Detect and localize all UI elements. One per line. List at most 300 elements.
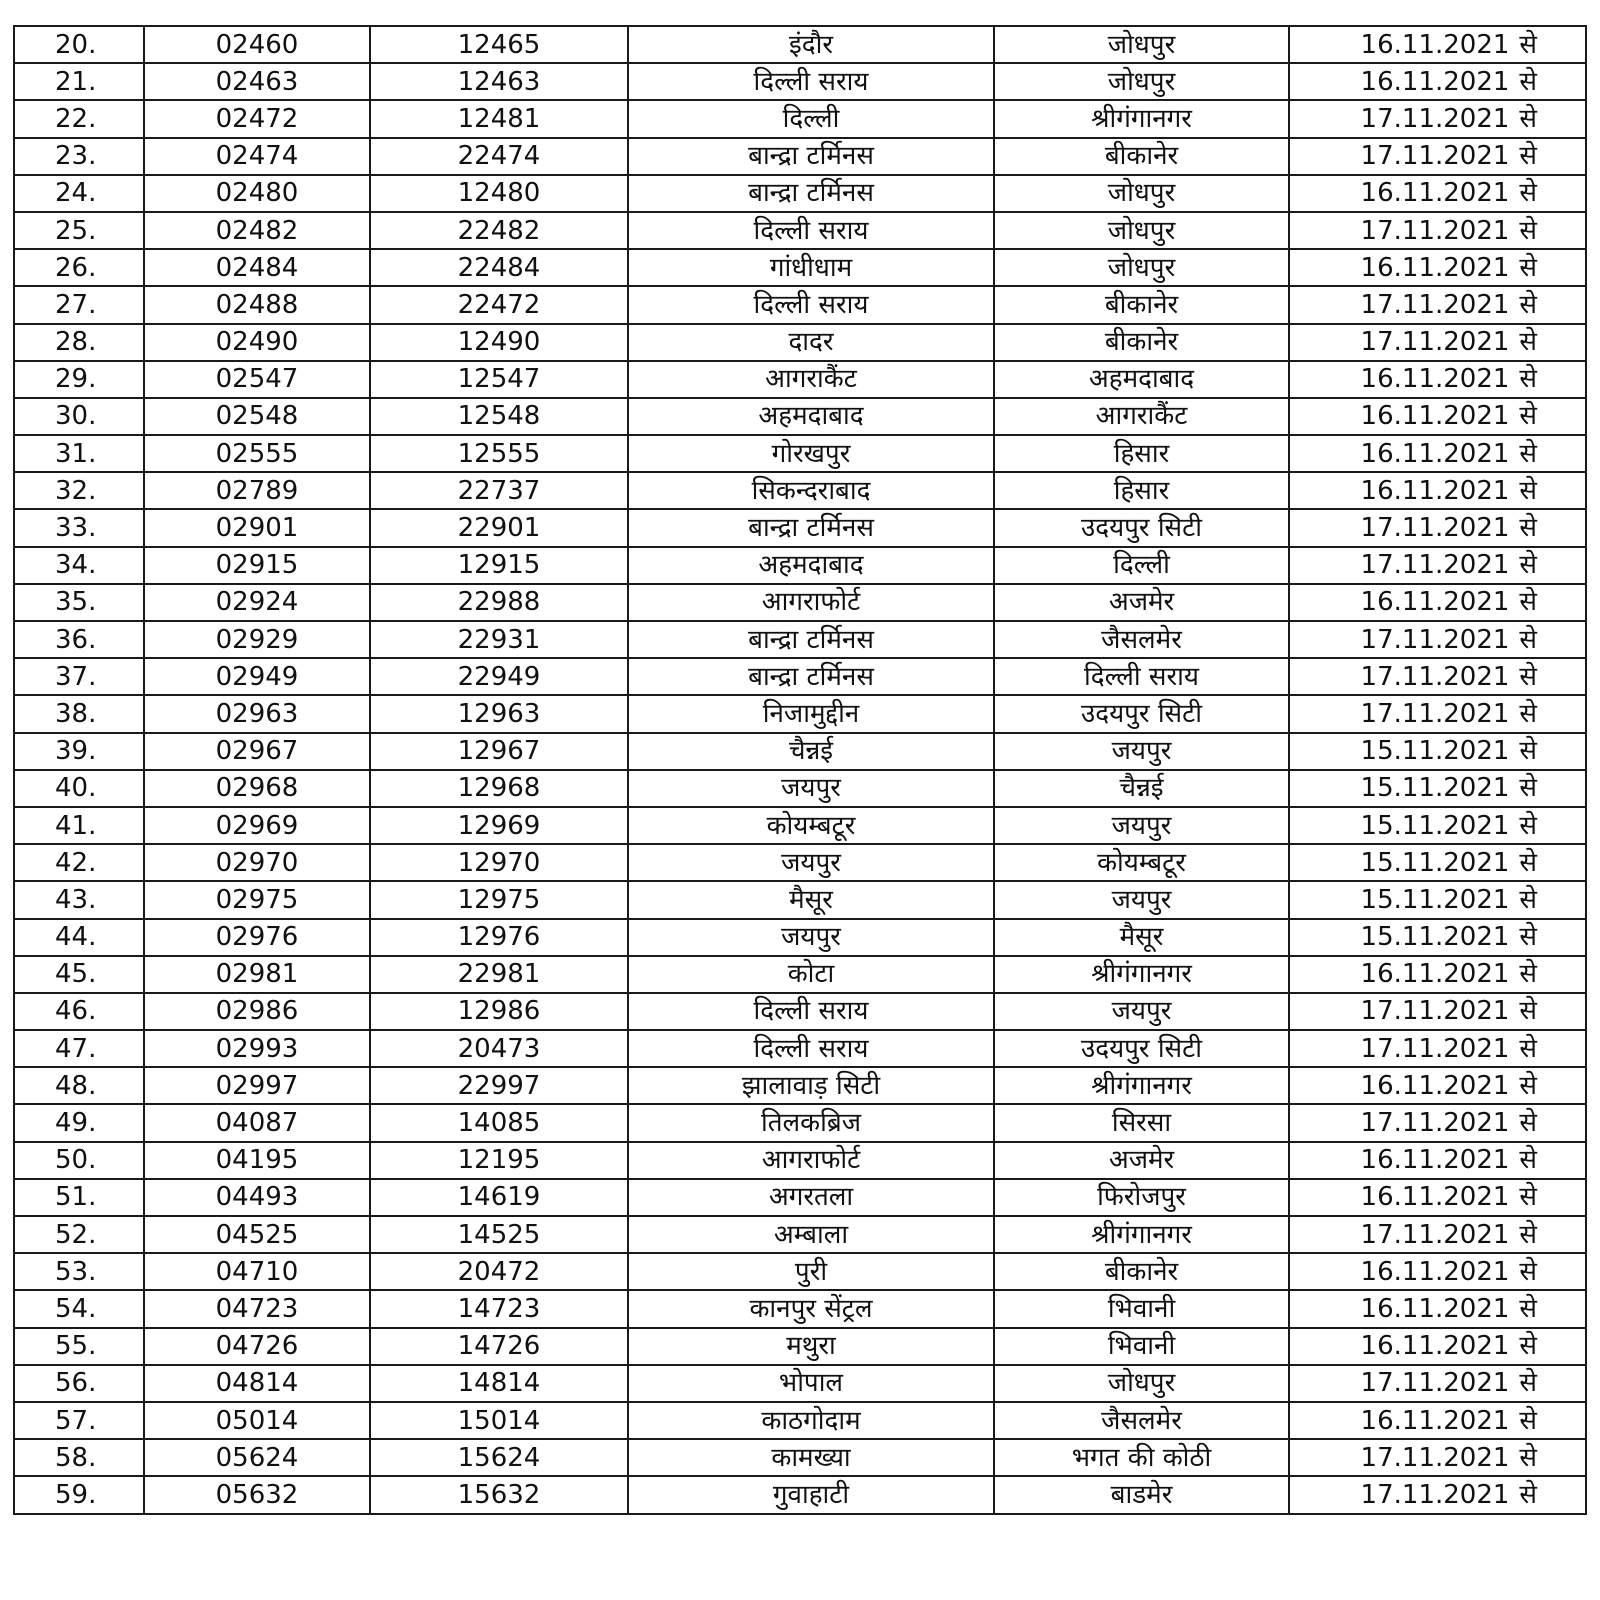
new-train-number-cell: 22484 xyxy=(370,249,628,286)
table-row xyxy=(14,1402,1586,1439)
serial-number-cell: 24. xyxy=(14,175,144,212)
new-train-number-cell: 15632 xyxy=(370,1476,628,1513)
origin-station-cell: इंदौर xyxy=(628,26,994,63)
effective-date-cell xyxy=(1289,881,1586,918)
new-train-number-cell: 12195 xyxy=(370,1142,628,1179)
origin-station-cell: अहमदाबाद xyxy=(628,398,994,435)
serial-number-cell: 53. xyxy=(14,1253,144,1290)
old-train-number-cell: 02976 xyxy=(144,919,370,956)
train-schedule-table xyxy=(13,25,1587,1515)
table-row xyxy=(14,1290,1586,1327)
effective-date: 15.11.2021 xyxy=(1360,884,1510,915)
effective-date: 15.11.2021 xyxy=(1360,810,1510,841)
destination-station-cell: उदयपुर सिटी xyxy=(994,1030,1289,1067)
old-train-number-cell: 02488 xyxy=(144,286,370,323)
destination-station-cell: जयपुर xyxy=(994,881,1289,918)
origin-station-cell: गोरखपुर xyxy=(628,435,994,472)
origin-station-cell: अम्बाला xyxy=(628,1216,994,1253)
effective-date: 16.11.2021 xyxy=(1360,178,1510,209)
old-train-number-cell: 02463 xyxy=(144,63,370,100)
serial-number-cell: 25. xyxy=(14,212,144,249)
destination-station-cell: कोयम्बटूर xyxy=(994,844,1289,881)
destination-station-cell: जयपुर xyxy=(994,733,1289,770)
old-train-number-cell: 04710 xyxy=(144,1253,370,1290)
origin-station-cell: आगराकैंट xyxy=(628,361,994,398)
origin-station-cell: दिल्ली सराय xyxy=(628,212,994,249)
new-train-number-cell: 22482 xyxy=(370,212,628,249)
destination-station-cell: मैसूर xyxy=(994,919,1289,956)
table-row xyxy=(14,1253,1586,1290)
effective-date: 17.11.2021 xyxy=(1360,1368,1510,1399)
table-row xyxy=(14,1030,1586,1067)
effective-date-cell xyxy=(1289,100,1586,137)
origin-station-cell: काठगोदाम xyxy=(628,1402,994,1439)
date-suffix: से xyxy=(1519,1033,1537,1064)
effective-date-cell xyxy=(1289,1179,1586,1216)
new-train-number-cell: 12463 xyxy=(370,63,628,100)
old-train-number-cell: 02548 xyxy=(144,398,370,435)
effective-date-cell xyxy=(1289,249,1586,286)
effective-date-cell xyxy=(1289,993,1586,1030)
serial-number-cell: 39. xyxy=(14,733,144,770)
effective-date: 17.11.2021 xyxy=(1360,996,1510,1027)
table-row xyxy=(14,547,1586,584)
old-train-number-cell: 02997 xyxy=(144,1067,370,1104)
date-suffix: से xyxy=(1519,736,1537,767)
serial-number-cell: 46. xyxy=(14,993,144,1030)
table-row xyxy=(14,212,1586,249)
date-suffix: से xyxy=(1519,178,1537,209)
new-train-number-cell: 14726 xyxy=(370,1328,628,1365)
origin-station-cell: कानपुर सेंट्रल xyxy=(628,1290,994,1327)
old-train-number-cell: 02789 xyxy=(144,472,370,509)
serial-number-cell: 58. xyxy=(14,1439,144,1476)
old-train-number-cell: 04087 xyxy=(144,1104,370,1141)
origin-station-cell: पुरी xyxy=(628,1253,994,1290)
old-train-number-cell: 02482 xyxy=(144,212,370,249)
table-row xyxy=(14,1476,1586,1513)
effective-date: 16.11.2021 xyxy=(1360,401,1510,432)
effective-date: 16.11.2021 xyxy=(1360,1070,1510,1101)
old-train-number-cell: 02970 xyxy=(144,844,370,881)
serial-number-cell: 48. xyxy=(14,1067,144,1104)
date-suffix: से xyxy=(1519,624,1537,655)
old-train-number-cell: 02555 xyxy=(144,435,370,472)
date-suffix: से xyxy=(1519,1256,1537,1287)
old-train-number-cell: 05624 xyxy=(144,1439,370,1476)
effective-date-cell xyxy=(1289,1067,1586,1104)
origin-station-cell: जयपुर xyxy=(628,770,994,807)
serial-number-cell: 41. xyxy=(14,807,144,844)
origin-station-cell: झालावाड़ सिटी xyxy=(628,1067,994,1104)
old-train-number-cell: 02547 xyxy=(144,361,370,398)
serial-number-cell: 32. xyxy=(14,472,144,509)
date-suffix: से xyxy=(1519,475,1537,506)
effective-date-cell xyxy=(1289,1328,1586,1365)
new-train-number-cell: 12465 xyxy=(370,26,628,63)
origin-station-cell: कोयम्बटूर xyxy=(628,807,994,844)
destination-station-cell: जैसलमेर xyxy=(994,1402,1289,1439)
new-train-number-cell: 12547 xyxy=(370,361,628,398)
serial-number-cell: 57. xyxy=(14,1402,144,1439)
new-train-number-cell: 14085 xyxy=(370,1104,628,1141)
destination-station-cell: जोधपुर xyxy=(994,26,1289,63)
effective-date-cell xyxy=(1289,621,1586,658)
origin-station-cell: आगराफोर्ट xyxy=(628,584,994,621)
date-suffix: से xyxy=(1519,698,1537,729)
destination-station-cell: बीकानेर xyxy=(994,324,1289,361)
date-suffix: से xyxy=(1519,103,1537,134)
new-train-number-cell: 12963 xyxy=(370,695,628,732)
destination-station-cell: भगत की कोठी xyxy=(994,1439,1289,1476)
date-suffix: से xyxy=(1519,1070,1537,1101)
old-train-number-cell: 04726 xyxy=(144,1328,370,1365)
new-train-number-cell: 12967 xyxy=(370,733,628,770)
effective-date-cell xyxy=(1289,733,1586,770)
new-train-number-cell: 12968 xyxy=(370,770,628,807)
effective-date: 17.11.2021 xyxy=(1360,1108,1510,1139)
old-train-number-cell: 02480 xyxy=(144,175,370,212)
effective-date: 17.11.2021 xyxy=(1360,513,1510,544)
effective-date-cell xyxy=(1289,1402,1586,1439)
new-train-number-cell: 12976 xyxy=(370,919,628,956)
new-train-number-cell: 22737 xyxy=(370,472,628,509)
effective-date: 17.11.2021 xyxy=(1360,1219,1510,1250)
destination-station-cell: श्रीगंगानगर xyxy=(994,100,1289,137)
table-row xyxy=(14,138,1586,175)
effective-date: 15.11.2021 xyxy=(1360,847,1510,878)
date-suffix: से xyxy=(1519,252,1537,283)
origin-station-cell: अगरतला xyxy=(628,1179,994,1216)
destination-station-cell: हिसार xyxy=(994,435,1289,472)
old-train-number-cell: 02967 xyxy=(144,733,370,770)
date-suffix: से xyxy=(1519,1479,1537,1510)
destination-station-cell: अजमेर xyxy=(994,1142,1289,1179)
origin-station-cell: आगराफोर्ट xyxy=(628,1142,994,1179)
table-row xyxy=(14,1104,1586,1141)
new-train-number-cell: 14814 xyxy=(370,1365,628,1402)
old-train-number-cell: 02460 xyxy=(144,26,370,63)
date-suffix: से xyxy=(1519,1219,1537,1250)
table-row xyxy=(14,844,1586,881)
origin-station-cell: मैसूर xyxy=(628,881,994,918)
effective-date-cell xyxy=(1289,956,1586,993)
new-train-number-cell: 12986 xyxy=(370,993,628,1030)
serial-number-cell: 37. xyxy=(14,658,144,695)
origin-station-cell: बान्द्रा टर्मिनस xyxy=(628,509,994,546)
effective-date-cell xyxy=(1289,1439,1586,1476)
effective-date: 16.11.2021 xyxy=(1360,959,1510,990)
old-train-number-cell: 04195 xyxy=(144,1142,370,1179)
table-row xyxy=(14,472,1586,509)
effective-date: 17.11.2021 xyxy=(1360,624,1510,655)
new-train-number-cell: 14525 xyxy=(370,1216,628,1253)
serial-number-cell: 20. xyxy=(14,26,144,63)
effective-date-cell xyxy=(1289,1290,1586,1327)
effective-date: 16.11.2021 xyxy=(1360,1293,1510,1324)
serial-number-cell: 23. xyxy=(14,138,144,175)
destination-station-cell: श्रीगंगानगर xyxy=(994,1067,1289,1104)
effective-date: 16.11.2021 xyxy=(1360,1331,1510,1362)
old-train-number-cell: 05632 xyxy=(144,1476,370,1513)
destination-station-cell: भिवानी xyxy=(994,1328,1289,1365)
table-row xyxy=(14,1365,1586,1402)
date-suffix: से xyxy=(1519,215,1537,246)
effective-date: 17.11.2021 xyxy=(1360,103,1510,134)
date-suffix: से xyxy=(1519,550,1537,581)
effective-date-cell xyxy=(1289,398,1586,435)
old-train-number-cell: 02924 xyxy=(144,584,370,621)
new-train-number-cell: 12970 xyxy=(370,844,628,881)
effective-date-cell xyxy=(1289,1104,1586,1141)
origin-station-cell: अहमदाबाद xyxy=(628,547,994,584)
new-train-number-cell: 12555 xyxy=(370,435,628,472)
serial-number-cell: 30. xyxy=(14,398,144,435)
old-train-number-cell: 02986 xyxy=(144,993,370,1030)
old-train-number-cell: 02969 xyxy=(144,807,370,844)
table-row xyxy=(14,956,1586,993)
table-row xyxy=(14,881,1586,918)
table-row xyxy=(14,324,1586,361)
old-train-number-cell: 02975 xyxy=(144,881,370,918)
old-train-number-cell: 02949 xyxy=(144,658,370,695)
date-suffix: से xyxy=(1519,327,1537,358)
origin-station-cell: दिल्ली सराय xyxy=(628,286,994,323)
old-train-number-cell: 04493 xyxy=(144,1179,370,1216)
origin-station-cell: कोटा xyxy=(628,956,994,993)
serial-number-cell: 38. xyxy=(14,695,144,732)
effective-date: 17.11.2021 xyxy=(1360,550,1510,581)
effective-date-cell xyxy=(1289,584,1586,621)
table-row xyxy=(14,1328,1586,1365)
origin-station-cell: दिल्ली सराय xyxy=(628,1030,994,1067)
destination-station-cell: अजमेर xyxy=(994,584,1289,621)
effective-date-cell xyxy=(1289,547,1586,584)
date-suffix: से xyxy=(1519,959,1537,990)
effective-date-cell xyxy=(1289,361,1586,398)
origin-station-cell: जयपुर xyxy=(628,919,994,956)
table-row xyxy=(14,100,1586,137)
date-suffix: से xyxy=(1519,847,1537,878)
old-train-number-cell: 02968 xyxy=(144,770,370,807)
destination-station-cell: आगराकैंट xyxy=(994,398,1289,435)
new-train-number-cell: 22472 xyxy=(370,286,628,323)
serial-number-cell: 36. xyxy=(14,621,144,658)
effective-date-cell xyxy=(1289,1030,1586,1067)
origin-station-cell: निजामुद्दीन xyxy=(628,695,994,732)
effective-date-cell xyxy=(1289,919,1586,956)
table-row xyxy=(14,249,1586,286)
serial-number-cell: 40. xyxy=(14,770,144,807)
effective-date: 16.11.2021 xyxy=(1360,29,1510,60)
old-train-number-cell: 02963 xyxy=(144,695,370,732)
effective-date: 17.11.2021 xyxy=(1360,661,1510,692)
new-train-number-cell: 22931 xyxy=(370,621,628,658)
date-suffix: से xyxy=(1519,1293,1537,1324)
new-train-number-cell: 14723 xyxy=(370,1290,628,1327)
effective-date-cell xyxy=(1289,138,1586,175)
origin-station-cell: भोपाल xyxy=(628,1365,994,1402)
effective-date-cell xyxy=(1289,435,1586,472)
date-suffix: से xyxy=(1519,810,1537,841)
destination-station-cell: जोधपुर xyxy=(994,249,1289,286)
old-train-number-cell: 02490 xyxy=(144,324,370,361)
origin-station-cell: दिल्ली सराय xyxy=(628,63,994,100)
table-row xyxy=(14,919,1586,956)
effective-date-cell xyxy=(1289,1253,1586,1290)
serial-number-cell: 42. xyxy=(14,844,144,881)
origin-station-cell: जयपुर xyxy=(628,844,994,881)
table-row xyxy=(14,398,1586,435)
effective-date-cell xyxy=(1289,844,1586,881)
serial-number-cell: 56. xyxy=(14,1365,144,1402)
new-train-number-cell: 12975 xyxy=(370,881,628,918)
serial-number-cell: 51. xyxy=(14,1179,144,1216)
serial-number-cell: 34. xyxy=(14,547,144,584)
table-row xyxy=(14,435,1586,472)
destination-station-cell: चैन्नई xyxy=(994,770,1289,807)
effective-date: 16.11.2021 xyxy=(1360,1145,1510,1176)
date-suffix: से xyxy=(1519,1331,1537,1362)
origin-station-cell: बान्द्रा टर्मिनस xyxy=(628,658,994,695)
effective-date: 17.11.2021 xyxy=(1360,1033,1510,1064)
table-row xyxy=(14,1439,1586,1476)
effective-date: 17.11.2021 xyxy=(1360,289,1510,320)
origin-station-cell: बान्द्रा टर्मिनस xyxy=(628,175,994,212)
new-train-number-cell: 12490 xyxy=(370,324,628,361)
table-row xyxy=(14,770,1586,807)
new-train-number-cell: 15014 xyxy=(370,1402,628,1439)
destination-station-cell: श्रीगंगानगर xyxy=(994,1216,1289,1253)
effective-date-cell xyxy=(1289,324,1586,361)
serial-number-cell: 31. xyxy=(14,435,144,472)
serial-number-cell: 21. xyxy=(14,63,144,100)
table-row xyxy=(14,63,1586,100)
effective-date: 17.11.2021 xyxy=(1360,215,1510,246)
date-suffix: से xyxy=(1519,884,1537,915)
table-row xyxy=(14,1067,1586,1104)
table-row xyxy=(14,26,1586,63)
date-suffix: से xyxy=(1519,29,1537,60)
date-suffix: से xyxy=(1519,289,1537,320)
serial-number-cell: 33. xyxy=(14,509,144,546)
date-suffix: से xyxy=(1519,66,1537,97)
effective-date-cell xyxy=(1289,1476,1586,1513)
date-suffix: से xyxy=(1519,401,1537,432)
serial-number-cell: 22. xyxy=(14,100,144,137)
serial-number-cell: 29. xyxy=(14,361,144,398)
serial-number-cell: 26. xyxy=(14,249,144,286)
effective-date-cell xyxy=(1289,1216,1586,1253)
origin-station-cell: चैन्नई xyxy=(628,733,994,770)
serial-number-cell: 45. xyxy=(14,956,144,993)
old-train-number-cell: 02993 xyxy=(144,1030,370,1067)
table-row xyxy=(14,1216,1586,1253)
old-train-number-cell: 02981 xyxy=(144,956,370,993)
effective-date: 15.11.2021 xyxy=(1360,773,1510,804)
effective-date: 17.11.2021 xyxy=(1360,327,1510,358)
date-suffix: से xyxy=(1519,922,1537,953)
old-train-number-cell: 05014 xyxy=(144,1402,370,1439)
destination-station-cell: जोधपुर xyxy=(994,175,1289,212)
destination-station-cell: उदयपुर सिटी xyxy=(994,509,1289,546)
destination-station-cell: जोधपुर xyxy=(994,212,1289,249)
serial-number-cell: 49. xyxy=(14,1104,144,1141)
serial-number-cell: 27. xyxy=(14,286,144,323)
old-train-number-cell: 02484 xyxy=(144,249,370,286)
effective-date-cell xyxy=(1289,63,1586,100)
effective-date-cell xyxy=(1289,695,1586,732)
serial-number-cell: 35. xyxy=(14,584,144,621)
destination-station-cell: फिरोजपुर xyxy=(994,1179,1289,1216)
date-suffix: से xyxy=(1519,1182,1537,1213)
origin-station-cell: मथुरा xyxy=(628,1328,994,1365)
destination-station-cell: जोधपुर xyxy=(994,1365,1289,1402)
date-suffix: से xyxy=(1519,773,1537,804)
table-row xyxy=(14,175,1586,212)
effective-date-cell xyxy=(1289,807,1586,844)
destination-station-cell: दिल्ली सराय xyxy=(994,658,1289,695)
effective-date: 16.11.2021 xyxy=(1360,438,1510,469)
effective-date: 16.11.2021 xyxy=(1360,252,1510,283)
effective-date: 16.11.2021 xyxy=(1360,66,1510,97)
table-row xyxy=(14,621,1586,658)
effective-date-cell xyxy=(1289,1142,1586,1179)
origin-station-cell: दादर xyxy=(628,324,994,361)
new-train-number-cell: 12481 xyxy=(370,100,628,137)
serial-number-cell: 43. xyxy=(14,881,144,918)
new-train-number-cell: 20472 xyxy=(370,1253,628,1290)
table-row xyxy=(14,658,1586,695)
destination-station-cell: सिरसा xyxy=(994,1104,1289,1141)
date-suffix: से xyxy=(1519,141,1537,172)
origin-station-cell: कामख्या xyxy=(628,1439,994,1476)
destination-station-cell: जयपुर xyxy=(994,993,1289,1030)
origin-station-cell: दिल्ली xyxy=(628,100,994,137)
old-train-number-cell: 04525 xyxy=(144,1216,370,1253)
serial-number-cell: 28. xyxy=(14,324,144,361)
old-train-number-cell: 04723 xyxy=(144,1290,370,1327)
effective-date-cell xyxy=(1289,175,1586,212)
new-train-number-cell: 22997 xyxy=(370,1067,628,1104)
destination-station-cell: भिवानी xyxy=(994,1290,1289,1327)
effective-date-cell xyxy=(1289,286,1586,323)
table-row xyxy=(14,509,1586,546)
origin-station-cell: गांधीधाम xyxy=(628,249,994,286)
table-row xyxy=(14,1142,1586,1179)
table-row xyxy=(14,695,1586,732)
date-suffix: से xyxy=(1519,513,1537,544)
destination-station-cell: श्रीगंगानगर xyxy=(994,956,1289,993)
effective-date: 16.11.2021 xyxy=(1360,1256,1510,1287)
destination-station-cell: बीकानेर xyxy=(994,1253,1289,1290)
new-train-number-cell: 12969 xyxy=(370,807,628,844)
destination-station-cell: उदयपुर सिटी xyxy=(994,695,1289,732)
effective-date: 16.11.2021 xyxy=(1360,1405,1510,1436)
effective-date: 15.11.2021 xyxy=(1360,922,1510,953)
effective-date: 16.11.2021 xyxy=(1360,475,1510,506)
origin-station-cell: बान्द्रा टर्मिनस xyxy=(628,138,994,175)
serial-number-cell: 50. xyxy=(14,1142,144,1179)
origin-station-cell: गुवाहाटी xyxy=(628,1476,994,1513)
serial-number-cell: 55. xyxy=(14,1328,144,1365)
destination-station-cell: दिल्ली xyxy=(994,547,1289,584)
effective-date-cell xyxy=(1289,26,1586,63)
effective-date: 17.11.2021 xyxy=(1360,698,1510,729)
date-suffix: से xyxy=(1519,1442,1537,1473)
origin-station-cell: सिकन्दराबाद xyxy=(628,472,994,509)
destination-station-cell: जयपुर xyxy=(994,807,1289,844)
